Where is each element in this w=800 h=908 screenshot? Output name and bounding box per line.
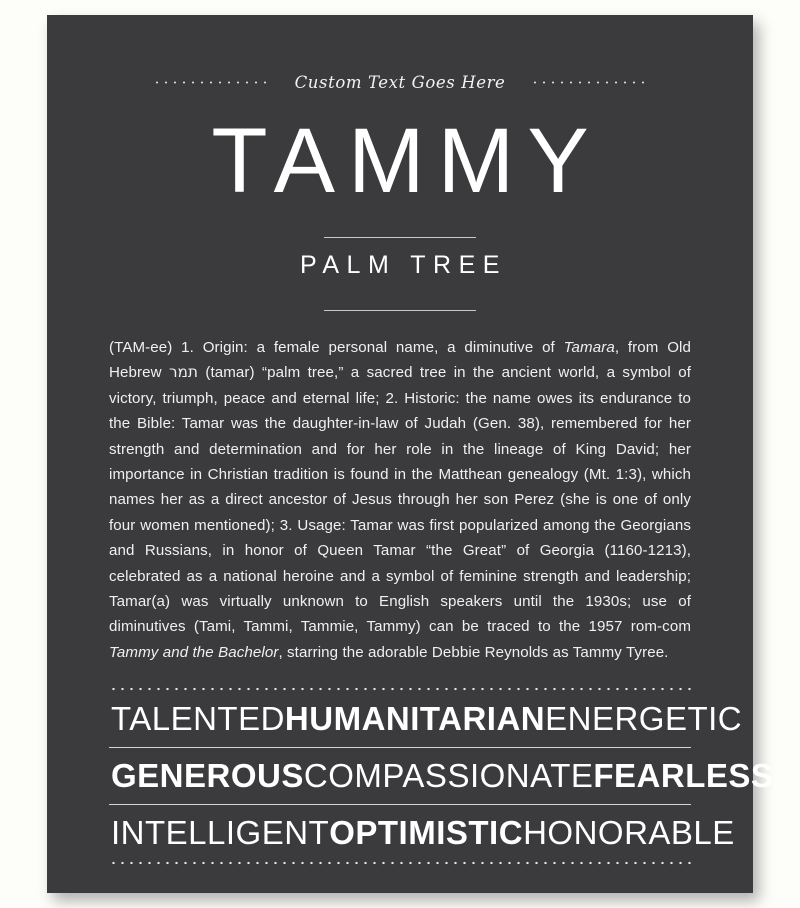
definition-paragraph (109, 335, 691, 665)
meaning-top-rule (109, 237, 691, 238)
meaning-bottom-rule (109, 310, 691, 311)
horizontal-rule (324, 237, 476, 238)
custom-text: Custom Text Goes Here (294, 72, 506, 92)
poster-container (47, 15, 774, 893)
definition-part-1: (TAM-ee) 1. Origin: a female personal name, a diminutive of (109, 339, 564, 356)
traits-row (109, 805, 735, 861)
page-title: TAMMY (211, 110, 602, 212)
traits-row (109, 691, 743, 747)
trait-label: HONORABLE (523, 814, 735, 852)
name-meaning: PALM TREE (300, 251, 507, 279)
trait-label: OPTIMISTIC (329, 814, 524, 852)
trait-label: HUMANITARIAN (284, 700, 546, 738)
traits-section (109, 687, 774, 865)
definition-part-3: (tamar) “palm tree,” a sacred tree in the ancient world, a symbol of victory, triumph, peace and eternal life; 2. Historic: the name owes its endurance to the Bible: Tamar was the daughter-in-law of Judah (Gen. 38), remembered for her strength and determination and for her role in the lineage of King David; her importance in Christian tradition is found in the Matthean genealogy (Mt. 1:3), which names her as a direct ancestor of Jesus through her son Perez (she is one of only four women mentioned); 3. Usage: Tamar was first popularized among the Georgians and Russians, in honor of Queen Tamar “the Great” of Georgia (1160-1213), celebrated as a national heroine and a symbol of feminine strength and leadership; Tamar(a) was virtually unknown to English speakers until the 1930s; use of diminutives (Tami, Tammi, Tammie, Tammy) can be traced to the 1957 rom-com (109, 364, 691, 636)
definition-italic-tamara: Tamara (563, 339, 615, 356)
dotted-divider-right-icon (527, 81, 651, 84)
definition-italic-movie-title: Tammy and the Bachelor (109, 643, 279, 661)
definition-part-4: , starring the adorable Debbie Reynolds as Tammy Tyree. (278, 643, 669, 661)
trait-label: INTELLIGENT (111, 814, 330, 852)
trait-label: GENEROUS (111, 757, 304, 795)
definition-part-2: , from Old Hebrew (109, 339, 691, 382)
traits-row (109, 748, 774, 804)
dotted-divider-icon (109, 861, 691, 865)
trait-label: ENERGETIC (545, 700, 743, 738)
custom-text-row (109, 65, 691, 99)
hebrew-text: תמר (168, 363, 198, 382)
trait-label: FEARLESS (593, 757, 774, 795)
horizontal-rule (324, 310, 476, 311)
poster-canvas (47, 15, 774, 893)
poster-content (47, 15, 774, 893)
trait-label: TALENTED (111, 700, 285, 738)
dotted-divider-left-icon (149, 81, 273, 84)
trait-label: COMPASSIONATE (303, 757, 594, 795)
